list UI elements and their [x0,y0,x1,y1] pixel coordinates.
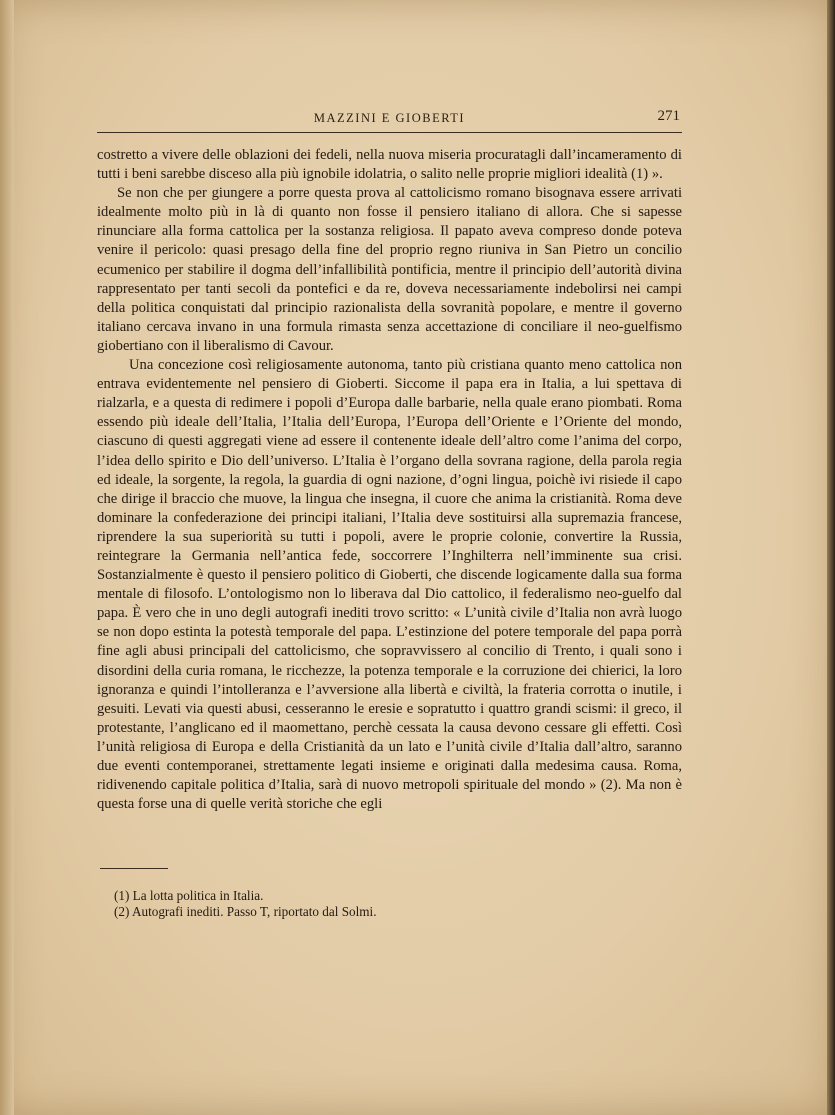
running-title: MAZZINI E GIOBERTI [313,111,466,125]
body-text [97,146,682,814]
page-right-edge [827,0,835,1115]
footnote: (1) La lotta politica in Italia. [114,888,264,903]
running-header [97,108,682,133]
paragraph: Una concezione così religiosamente autonoma, tanto più cristiana quanto meno cattolica non entrava evidentemente nel pensiero di Gioberti. Siccome il papa era in Italia, a lui spettava di rialzarla, e a questa di redimere i popoli d’Europa dalle barbarie, nella quale erano piombati. Roma essendo più ideale dell’Italia, l’Italia dell’Europa, l’Europa dell’Oriente e l’Oriente del mondo, ciascuno di questi aggregati viene ad essere il contenente ideale dell’altro come l’anima del corpo, l’idea dello spirito e Dio dell’universo. L’Italia è l’organo della sovrana ragione, della parola regia ed ideale, la sorgente, la regola, la guardia di ogni nazione, d’ogni lingua, poichè ivi risiede il capo che dirige il braccio che muove, la lingua che insegna, il cuore che anima la cristianità. Roma deve dominare la confederazione dei principi italiani, l’Italia deve sostituirsi alla supremazia francese, riprendere la sua superiorità su tutti i popoli, avere le proprie colonie, convertire la Russia, reintegrare la Germania nell’antica fede, soccorrere l’Inghilterra nell’imminente sua crisi. Sostanzialmente è questo il pensiero politico di Gioberti, che discende logicamente dalla sua forma mentale di filosofo. L’ontologismo non lo liberava dal Dio cattolico, il federalismo neo-guelfo dal papa. È vero che in uno degli autografi inediti trovo scritto: « L’unità civile d’Italia non avrà luogo se non dopo estinta la potestà temporale del papa. L’estinzione del potere temporale del papa porrà fine agli abusi principali del cattolicismo, che sopravvissero al concilio di Trento, i quali sono i disordini della curia romana, le ricchezze, la potenza temporale e la corruzione dei chierici, la loro ignoranza e quindi l’intolleranza e l’avversione alla libertà e civiltà, la frateria corrotta o inutile, i gesuiti. Levati via questi abusi, cesseranno le eresie e sopratutto i quattro grandi scismi: il greco, il protestante, l’anglicano ed il maomettano, perchè cessata la causa devono cessare gli effetti. Così l’unità religiosa di Europa e della Cristianità da un lato e l’unità civile d’Italia dall’altro, saranno due eventi contemporanei, strettamente legati insieme e originati dalla medesima causa. Roma, ridivenendo capitale politica d’Italia, sarà di nuovo metropoli spirituale del mondo » (2). Ma non è questa forse una di quelle verità storiche che egli [97,357,682,813]
paragraph: Se non che per giungere a porre questa prova al cattolicismo romano bisognava essere arrivati idealmente molto più in là di quanto non fosse il pensiero italiano di allora. Che si sapesse rinunciare alla forma cattolica per la sostanza religiosa. Il papato aveva compreso donde poteva venire il pericolo: quasi presago della fine del proprio regno riuniva in San Pietro un concilio ecumenico per stabilire il dogma dell’infallibilità pontificia, mentre il principio dell’autorità divina rappresentato per tanti secoli da pontefici e da re, doveva necessariamente indebolirsi nei campi della politica conquistati dal principio razionalista della sovranità popolare, e mentre il governo italiano cercava invano in una formula rimasta senza accettazione di conciliare il neo-guelfismo giobertiano con il liberalismo di Cavour. [97,185,682,354]
footnotes [114,888,634,919]
page-number: 271 [657,108,680,124]
page-binding-edge [0,0,14,1115]
paragraph-continued: costretto a vivere delle oblazioni dei fedeli, nella nuova miseria procuratagli dall’incameramento di tutti i beni sarebbe disceso alla più ignobile idolatria, o salito nelle proprie migliori idealità (1) ». [97,147,682,183]
footnote: (2) Autografi inediti. Passo T, riportato dal Solmi. [114,903,377,919]
footnote-separator [100,868,168,869]
